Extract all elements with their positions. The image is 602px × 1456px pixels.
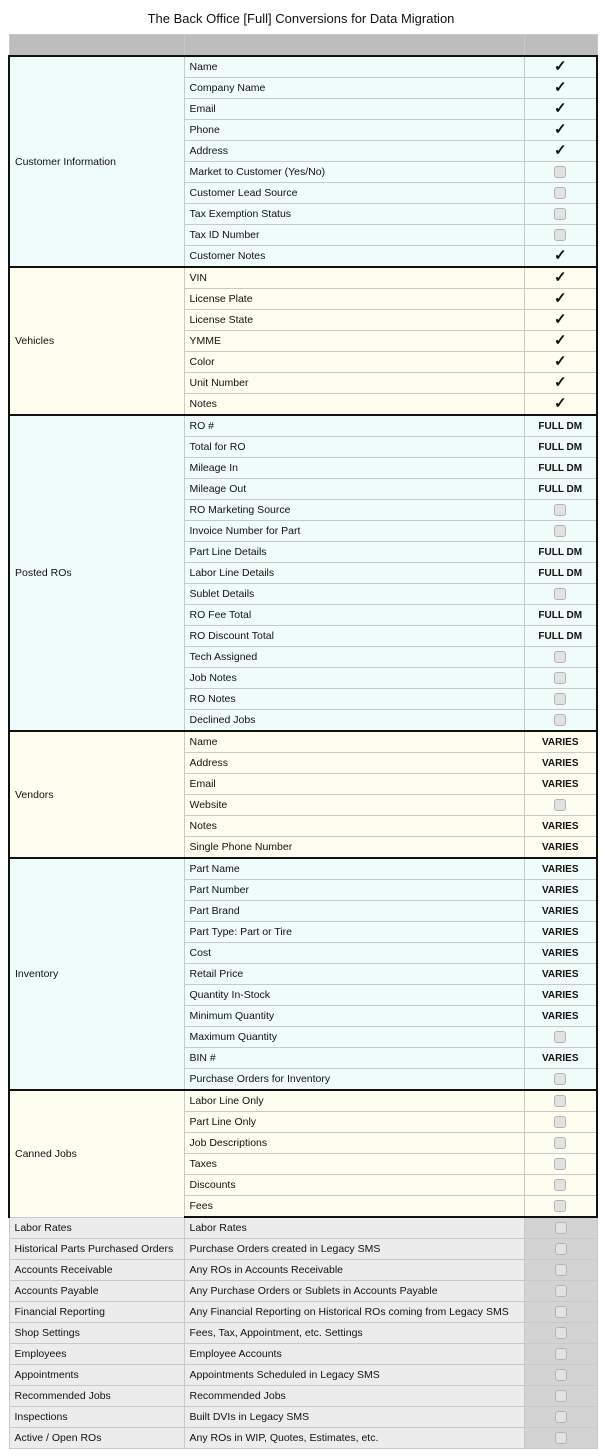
checkmark-icon: ✓: [553, 121, 567, 138]
empty-checkbox-icon: [554, 1073, 566, 1085]
table-row: [9, 1217, 597, 1239]
status-check-cell: [524, 78, 597, 99]
field-label: Any Financial Reporting on Historical ROs coming from Legacy SMS: [184, 1302, 524, 1323]
empty-checkbox-icon: [555, 1264, 567, 1276]
category-label: Accounts Payable: [9, 1281, 184, 1302]
status-empty-cell: [524, 1239, 597, 1260]
status-full-dm-badge: FULL DM: [524, 542, 597, 563]
status-varies-badge: VARIES: [524, 774, 597, 795]
field-label: Declined Jobs: [184, 710, 524, 732]
checkmark-icon: ✓: [553, 79, 567, 96]
empty-checkbox-icon: [554, 672, 566, 684]
empty-checkbox-icon: [554, 588, 566, 600]
status-check-cell: [524, 394, 597, 416]
field-label: Tech Assigned: [184, 647, 524, 668]
field-label: Fees: [184, 1196, 524, 1218]
status-varies-badge: VARIES: [524, 837, 597, 859]
field-label: RO Notes: [184, 689, 524, 710]
status-empty-cell: [524, 668, 597, 689]
status-check-cell: [524, 267, 597, 289]
table-row: [9, 1090, 597, 1112]
status-empty-cell: [524, 1175, 597, 1196]
status-empty-cell: [524, 1090, 597, 1112]
field-label: Retail Price: [184, 964, 524, 985]
checkmark-icon: ✓: [553, 395, 567, 412]
empty-checkbox-icon: [555, 1327, 567, 1339]
field-label: Purchase Orders created in Legacy SMS: [184, 1239, 524, 1260]
status-empty-cell: [524, 1365, 597, 1386]
table-row: [9, 1407, 597, 1428]
status-full-dm-badge: FULL DM: [524, 605, 597, 626]
status-varies-badge: VARIES: [524, 1006, 597, 1027]
empty-checkbox-icon: [554, 714, 566, 726]
checkmark-icon: ✓: [553, 100, 567, 117]
empty-checkbox-icon: [554, 1137, 566, 1149]
checkmark-icon: ✓: [553, 332, 567, 349]
section-label: Inventory: [9, 858, 184, 1090]
status-empty-cell: [524, 1407, 597, 1428]
status-full-dm-badge: FULL DM: [524, 626, 597, 647]
field-label: Job Descriptions: [184, 1133, 524, 1154]
empty-checkbox-icon: [554, 693, 566, 705]
field-label: Name: [184, 56, 524, 78]
field-label: Address: [184, 141, 524, 162]
status-empty-cell: [524, 1069, 597, 1091]
table-row: [9, 858, 597, 880]
table-row: [9, 1239, 597, 1260]
status-full-dm-badge: FULL DM: [524, 437, 597, 458]
category-label: Historical Parts Purchased Orders: [9, 1239, 184, 1260]
field-label: Labor Line Details: [184, 563, 524, 584]
status-varies-badge: VARIES: [524, 943, 597, 964]
empty-checkbox-icon: [554, 1031, 566, 1043]
status-empty-cell: [524, 1027, 597, 1048]
status-check-cell: [524, 141, 597, 162]
field-label: RO Discount Total: [184, 626, 524, 647]
status-empty-cell: [524, 710, 597, 732]
header-cell-category: [9, 35, 184, 57]
page-title: The Back Office [Full] Conversions for Data Migration: [147, 11, 455, 26]
status-empty-cell: [524, 500, 597, 521]
status-check-cell: [524, 352, 597, 373]
status-varies-badge: VARIES: [524, 964, 597, 985]
field-label: Market to Customer (Yes/No): [184, 162, 524, 183]
field-label: Tax ID Number: [184, 225, 524, 246]
header-cell-status: [524, 35, 597, 57]
field-label: Any ROs in Accounts Receivable: [184, 1260, 524, 1281]
table-row: [9, 1386, 597, 1407]
table-row: [9, 1260, 597, 1281]
status-empty-cell: [524, 689, 597, 710]
field-label: Appointments Scheduled in Legacy SMS: [184, 1365, 524, 1386]
section-label: Canned Jobs: [9, 1090, 184, 1217]
field-label: Recommended Jobs: [184, 1386, 524, 1407]
field-label: Discounts: [184, 1175, 524, 1196]
empty-checkbox-icon: [555, 1243, 567, 1255]
field-label: Employee Accounts: [184, 1344, 524, 1365]
section-label: Customer Information: [9, 56, 184, 267]
field-label: Quantity In-Stock: [184, 985, 524, 1006]
status-empty-cell: [524, 1344, 597, 1365]
status-empty-cell: [524, 1154, 597, 1175]
empty-checkbox-icon: [554, 166, 566, 178]
category-label: Inspections: [9, 1407, 184, 1428]
empty-checkbox-icon: [554, 208, 566, 220]
empty-checkbox-icon: [554, 651, 566, 663]
section-label: Posted ROs: [9, 415, 184, 731]
table-row: [9, 1365, 597, 1386]
field-label: License Plate: [184, 289, 524, 310]
field-label: Address: [184, 753, 524, 774]
field-label: Cost: [184, 943, 524, 964]
category-label: Employees: [9, 1344, 184, 1365]
field-label: Tax Exemption Status: [184, 204, 524, 225]
category-label: Active / Open ROs: [9, 1428, 184, 1449]
migration-table-body: [9, 35, 597, 1449]
field-label: Customer Notes: [184, 246, 524, 268]
status-full-dm-badge: FULL DM: [524, 479, 597, 500]
field-label: Total for RO: [184, 437, 524, 458]
table-row: [9, 1344, 597, 1365]
field-label: Part Number: [184, 880, 524, 901]
status-empty-cell: [524, 521, 597, 542]
field-label: Invoice Number for Part: [184, 521, 524, 542]
checkmark-icon: ✓: [553, 269, 567, 286]
empty-checkbox-icon: [554, 1158, 566, 1170]
field-label: Any Purchase Orders or Sublets in Accounts Payable: [184, 1281, 524, 1302]
migration-table: [8, 34, 598, 1449]
category-label: Financial Reporting: [9, 1302, 184, 1323]
status-check-cell: [524, 246, 597, 268]
field-label: Notes: [184, 394, 524, 416]
checkmark-icon: ✓: [553, 142, 567, 159]
status-full-dm-badge: FULL DM: [524, 415, 597, 437]
field-label: Minimum Quantity: [184, 1006, 524, 1027]
empty-checkbox-icon: [554, 525, 566, 537]
category-label: Shop Settings: [9, 1323, 184, 1344]
status-empty-cell: [524, 162, 597, 183]
field-label: Labor Rates: [184, 1217, 524, 1239]
field-label: BIN #: [184, 1048, 524, 1069]
status-empty-cell: [524, 1217, 597, 1239]
field-label: Phone: [184, 120, 524, 141]
field-label: Name: [184, 731, 524, 753]
field-label: Any ROs in WIP, Quotes, Estimates, etc.: [184, 1428, 524, 1449]
status-varies-badge: VARIES: [524, 816, 597, 837]
checkmark-icon: ✓: [553, 353, 567, 370]
field-label: Fees, Tax, Appointment, etc. Settings: [184, 1323, 524, 1344]
field-label: YMME: [184, 331, 524, 352]
status-varies-badge: VARIES: [524, 858, 597, 880]
empty-checkbox-icon: [555, 1432, 567, 1444]
field-label: Unit Number: [184, 373, 524, 394]
status-full-dm-badge: FULL DM: [524, 458, 597, 479]
field-label: Website: [184, 795, 524, 816]
table-header-row: [9, 35, 597, 57]
table-row: [9, 1302, 597, 1323]
field-label: Email: [184, 99, 524, 120]
field-label: Single Phone Number: [184, 837, 524, 859]
status-empty-cell: [524, 1260, 597, 1281]
empty-checkbox-icon: [554, 229, 566, 241]
field-label: Taxes: [184, 1154, 524, 1175]
status-varies-badge: VARIES: [524, 985, 597, 1006]
status-check-cell: [524, 99, 597, 120]
status-check-cell: [524, 331, 597, 352]
field-label: Mileage In: [184, 458, 524, 479]
status-empty-cell: [524, 1112, 597, 1133]
empty-checkbox-icon: [554, 504, 566, 516]
status-empty-cell: [524, 584, 597, 605]
category-label: Accounts Receivable: [9, 1260, 184, 1281]
field-label: Color: [184, 352, 524, 373]
empty-checkbox-icon: [554, 1116, 566, 1128]
field-label: Sublet Details: [184, 584, 524, 605]
status-empty-cell: [524, 225, 597, 246]
table-row: [9, 1428, 597, 1449]
status-empty-cell: [524, 204, 597, 225]
field-label: Company Name: [184, 78, 524, 99]
empty-checkbox-icon: [555, 1390, 567, 1402]
empty-checkbox-icon: [555, 1348, 567, 1360]
section-label: Vendors: [9, 731, 184, 858]
status-empty-cell: [524, 1323, 597, 1344]
empty-checkbox-icon: [555, 1285, 567, 1297]
empty-checkbox-icon: [554, 1200, 566, 1212]
checkmark-icon: ✓: [553, 247, 567, 264]
field-label: Part Line Only: [184, 1112, 524, 1133]
section-label: Vehicles: [9, 267, 184, 415]
status-check-cell: [524, 56, 597, 78]
empty-checkbox-icon: [555, 1222, 567, 1234]
table-row: [9, 267, 597, 289]
status-varies-badge: VARIES: [524, 901, 597, 922]
field-label: Email: [184, 774, 524, 795]
field-label: Mileage Out: [184, 479, 524, 500]
table-row: [9, 731, 597, 753]
table-row: [9, 56, 597, 78]
status-check-cell: [524, 120, 597, 141]
status-varies-badge: VARIES: [524, 880, 597, 901]
status-varies-badge: VARIES: [524, 753, 597, 774]
field-label: Part Brand: [184, 901, 524, 922]
status-empty-cell: [524, 795, 597, 816]
table-row: [9, 1323, 597, 1344]
field-label: Part Type: Part or Tire: [184, 922, 524, 943]
status-empty-cell: [524, 1133, 597, 1154]
field-label: Notes: [184, 816, 524, 837]
field-label: RO Marketing Source: [184, 500, 524, 521]
empty-checkbox-icon: [555, 1306, 567, 1318]
field-label: Part Line Details: [184, 542, 524, 563]
status-empty-cell: [524, 1281, 597, 1302]
field-label: RO Fee Total: [184, 605, 524, 626]
category-label: Recommended Jobs: [9, 1386, 184, 1407]
field-label: Maximum Quantity: [184, 1027, 524, 1048]
empty-checkbox-icon: [555, 1411, 567, 1423]
status-varies-badge: VARIES: [524, 731, 597, 753]
field-label: Part Name: [184, 858, 524, 880]
table-row: [9, 415, 597, 437]
status-empty-cell: [524, 647, 597, 668]
status-empty-cell: [524, 183, 597, 204]
empty-checkbox-icon: [554, 1179, 566, 1191]
checkmark-icon: ✓: [553, 290, 567, 307]
status-empty-cell: [524, 1302, 597, 1323]
checkmark-icon: ✓: [553, 374, 567, 391]
empty-checkbox-icon: [554, 1095, 566, 1107]
status-full-dm-badge: FULL DM: [524, 563, 597, 584]
checkmark-icon: ✓: [553, 58, 567, 75]
empty-checkbox-icon: [554, 799, 566, 811]
status-varies-badge: VARIES: [524, 922, 597, 943]
empty-checkbox-icon: [555, 1369, 567, 1381]
checkmark-icon: ✓: [553, 311, 567, 328]
field-label: VIN: [184, 267, 524, 289]
field-label: Purchase Orders for Inventory: [184, 1069, 524, 1091]
table-row: [9, 1281, 597, 1302]
status-varies-badge: VARIES: [524, 1048, 597, 1069]
category-label: Appointments: [9, 1365, 184, 1386]
category-label: Labor Rates: [9, 1217, 184, 1239]
status-empty-cell: [524, 1196, 597, 1218]
empty-checkbox-icon: [554, 187, 566, 199]
field-label: RO #: [184, 415, 524, 437]
status-check-cell: [524, 373, 597, 394]
field-label: Built DVIs in Legacy SMS: [184, 1407, 524, 1428]
field-label: License State: [184, 310, 524, 331]
field-label: Customer Lead Source: [184, 183, 524, 204]
field-label: Job Notes: [184, 668, 524, 689]
status-empty-cell: [524, 1386, 597, 1407]
status-empty-cell: [524, 1428, 597, 1449]
status-check-cell: [524, 310, 597, 331]
header-cell-field: [184, 35, 524, 57]
status-check-cell: [524, 289, 597, 310]
field-label: Labor Line Only: [184, 1090, 524, 1112]
